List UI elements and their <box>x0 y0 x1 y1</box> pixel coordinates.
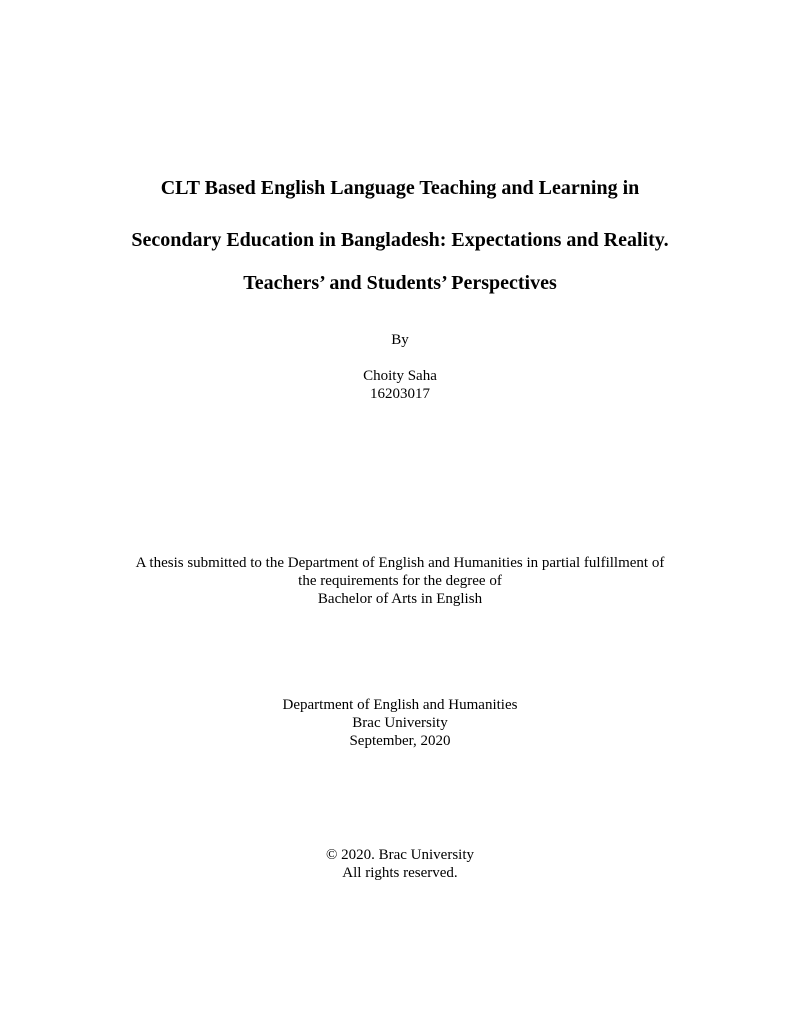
author-name: Choity Saha <box>363 368 437 384</box>
student-id: 16203017 <box>370 386 430 402</box>
degree-name: Bachelor of Arts in English <box>317 591 483 607</box>
thesis-title-line-3: Teachers’ and Students’ Perspectives <box>243 272 557 294</box>
submission-statement-line-1: A thesis submitted to the Department of English and Humanities in partial fulfillment of <box>135 555 665 571</box>
thesis-title-line-2: Secondary Education in Bangladesh: Expectations and Reality. <box>131 229 669 251</box>
thesis-title-line-1: CLT Based English Language Teaching and Learning in <box>160 177 640 199</box>
by-label: By <box>391 332 409 348</box>
rights-statement: All rights reserved. <box>342 865 458 881</box>
copyright-notice: © 2020. Brac University <box>325 847 475 863</box>
submission-date: September, 2020 <box>349 733 451 749</box>
submission-statement-line-2: the requirements for the degree of <box>298 573 502 589</box>
university-name: Brac University <box>352 715 448 731</box>
department-name: Department of English and Humanities <box>282 697 518 713</box>
